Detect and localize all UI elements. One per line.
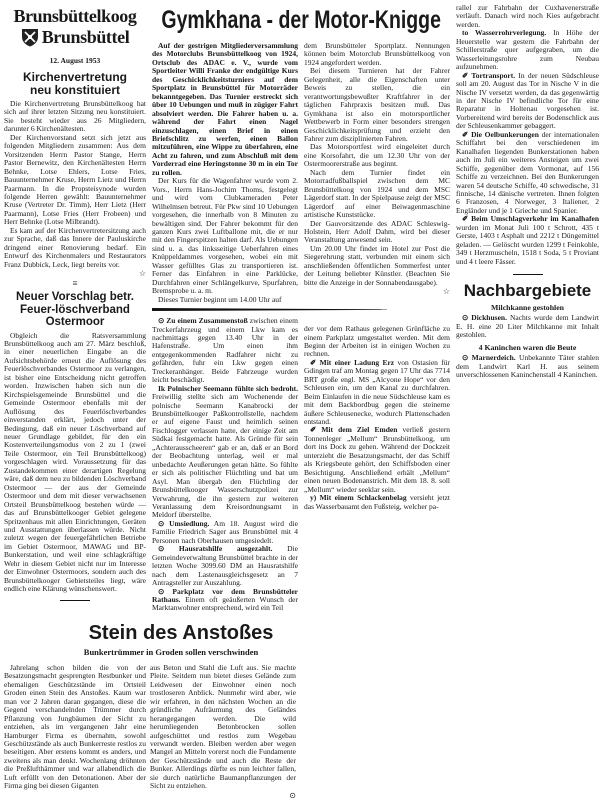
kirchen-article: [4, 100, 146, 278]
paragraph: Die Kirchenvertretung Brunsbüttelkoog hat sich auf ihrer letzten Sitzung neu konstituiert. Sie besteht wieder aus 26 Mitgliedern, darunter 6 Kirchenältesten.: [4, 99, 146, 134]
paragraph: Um 20.00 Uhr findet im Hotel zur Post die Siegerehrung statt, verbunden mit einem sich anschließenden öffentlichen Sommerfest unter der Leitung beliebter Künstler. (Beachten Sie bitte die Anzeige in der Sonnabendausgabe).: [304, 243, 450, 287]
stein-columns: [4, 664, 298, 800]
local-news-column-b: [304, 325, 450, 511]
article-divider-rule: [152, 308, 387, 311]
column-4: [456, 4, 599, 380]
news-item: ⊙ Zu einem Zusammenstoß zwischen einem Treckerfahrzeug und einem Lkw kam es nachmittags gegen 13.40 Uhr in der Hafenstraße. Um einen ihm entgegenkommenden Radfahrer nicht zu gefährden, fuhr ein Lkw gegen einen Treckeranhänger. Beide Fahrzeuge wurden leicht beschädigt.: [152, 316, 298, 385]
subheadline: Milchkanne gestohlen: [491, 303, 564, 313]
stein-headline: Stein des Anstoßes: [88, 621, 274, 644]
gymkhana-col-2: [304, 42, 450, 296]
paragraph: Obgleich die Ratsversammlung Brunsbüttelkoog auch am 27. März beschloß, in einer neuerlichen Eingabe an die Aufsichtsbehörde erneut die Auflösung des Feuerlöschverbandes Ostermoor zu verlangen, ist bisher eine Entscheidung nicht getroffen worden. Inzwischen haben sich nun die Kirchspielsgemeinde Brunsbüttel und die Gemeinde Ostermoor ebenfalls mit der Auflösung des Feuerlöschverbandes einverstanden erklärt, jedoch unter der Bedingung, daß ein neuer Löschverband auf neuer Grundlage gebildet, für den ein Kostenverteilungsmodus von 2 zu 1 (zwei Teile Ostermoor, ein Teil Brunsbüttelkoog) vorgeschlagen wird. Voraussetzung für das Zustandekommen einer derartigen Regelung wäre, daß dem neu zu bildenden Löschverband Ostermoor — der aus der Gemeinde Ostermoor und dem mit dieser verwachsenen Ortsteil Brunsbüttelkoog bestehen würde — das auf Brunsbüttelkooger Gebiet gelegene Spritzenhaus mit allen Einrichtungen, Geräten und Ausstattungen überlassen würde. Nicht zuletzt wegen der feuergefährlichen Betriebe im Gebiet Ostermoor, MAWAG und BP-Bunkerstation, und weil eine schlagkräftige Wehr in diesem Gebiet nicht nur im Interesse der Einwohner Ostermoors, sondern auch des Brunsbüttelkooger Gebietsteiles liegt, wäre endlich eine Klärung wünschenswert.: [4, 330, 146, 594]
feuer-article: [4, 332, 146, 594]
news-item: ✐ Mit dem Ziel Emden verließ gestern Tonnenleger „Mellum“ Brunsbüttelkoog, um dort ins Dock zu gehen. Während der Dockzeit unterzieht die Besatzungsmacht, der das Schiff als Kriegsbeute gehört, den Schiffsboden einer Besichtigung. Anschließend erhält „Mellum“ einen neuen Bodenanstrich. Mit dem 18. 8. soll „Mellum“ wieder seeklar sein.: [304, 425, 450, 494]
news-item: ⊙ Marnerdeich. Unbekannte Täter stahlen dem Landwirt Karl H. aus seinem unverschlossenen Kaninchenstall 4 Kaninchen.: [456, 353, 600, 380]
masthead: [4, 6, 146, 48]
stein-col-2: [150, 664, 296, 800]
paragraph: Das Motorsportfest wird eingeleitet durch eine Korsofahrt, die um 12.30 Uhr von der Ostermoorerstraße aus beginnt.: [304, 142, 450, 169]
news-item: ⊙ Hausratshilfe ausgezahlt. Die Gemeindeverwaltung Brunsbüttel brachte in der letzten Woche 3099.60 DM an Hausratshilfe nach dem Lastenausgleichsgesetz an 7 Antragsteller zur Auszahlung.: [152, 544, 298, 588]
section-separator: ≡: [72, 278, 78, 289]
news-item: ✐ Beim Umschlagverkehr im Kanalhafen wurden im Monat Juli 100 t Schrott, 435 t Gerste, 1403 t Asphalt und 2212 t Düngemittel geladen. — Gelöscht wurden 1299 t Feinkohle, 349 t Herzmuscheln, 1518 t Soda, 5 t Proviant und 4 t leere Fässer.: [456, 214, 599, 266]
news-item: der vor dem Rathaus gelegenen Grünfläche zu einem Parkplatz umgestaltet werden. Mit dem Beginn der Arbeiten ist in einigen Wochen zu rechnen.: [304, 324, 450, 359]
end-mark-icon: ☆: [442, 287, 450, 297]
paragraph: Bei diesem Turnieren hat der Fahrer Gelegenheit, alle die Eigenschaften unter Beweis zu stellen, die ein verantwortungsbewußter Kraftfahrer in der täglichen Fahrpraxis besitzen muß. Das Gymkhana ist also ein motorsportlicher Wettbewerb in Form einer besonders strengen Geschicklichkeitsprüfung und erzieht den Fahrer zum disziplinierten Fahren.: [304, 66, 450, 143]
stein-col-1: [4, 664, 146, 791]
gymkhana-headline: Gymkhana - der Motor-Knigge: [161, 6, 441, 34]
news-item: Ik Polnischer Seemann fühlte sich bedroht. Freiwillig stellte sich am Wochenende der polnische Seemann Kanabrocki der Brunsbüttelkooger Paßkontrollstelle, nachdem er auf eigene Faust und heimlich seinen Fischlogger verlassen hatte, der einige Zeit am Südkai festgemacht hatte. Als Gründe für sein „Achterausscheeren“ gab er an, daß er an Bord der Beobachtung unterlag, weil er mal unbedachte Aeußerungen getan hätte. So fühlte er sich als politischer Flüchtling und bat um Asyl. Man übergab den Flüchtling der Brunsbüttelkooger Wasserschutzpolizei zur Verwahrung, die ihn gestern zur weiteren Veranlassung dem Kreisordnungsamt in Meldorf überstellte.: [152, 383, 298, 520]
short-rule: [60, 600, 90, 601]
stein-subheadline: Bunkertrümmer in Groden sollen verschwinden: [83, 646, 259, 657]
end-mark-icon: ⊙: [289, 790, 296, 800]
news-item: ⊙ Dickhusen. Nachts wurde dem Landwirt E. H. eine 20 Liter Milchkanne mit Inhalt gestohlen.: [456, 313, 600, 339]
lead-paragraph: Auf der gestrigen Mitgliederversammlung des Motorclubs Brunsbüttelkoog von 1924, Ortsclub des ADAC e. V., wurde vom Sportleiter Willi Franke der endgültige Kurs des Geschicklichkeitsturniers auf dem Sportplatz in Brunsbüttel für Motorräder bekanntgegeben. Das Turnier erstreckt sich über 10 Uebungen und muß in zügiger Fahrt absolviert werden. Die Fahrer haben u. a. während der Fahrt einen Nagel einzuschlagen, einen Brief in einen Briefschlitz zu werfen, einen Ballon mitzuführen, eine Wippe zu überfahren, eine Acht zu fahren, und zum Abschluß mit dem Vorderrad eine Heringstonne 30 m in ein Tor zu rollen.: [152, 41, 298, 177]
paragraph: Dieses Turnier beginnt um 14.00 Uhr auf: [158, 294, 282, 304]
issue-date: 12. August 1953: [49, 56, 101, 65]
nachbar-section: [456, 303, 599, 380]
paragraph: Nach dem Turnier findet ein Motorradfußballspiel zwischen dem MC Brunsbüttelkoog von 1924 und dem MSC Lägerdorf statt. In der Spielpause zeigt der MSC Lägerdorf auf einer Beiwagenmaschine artistische Kunststücke.: [304, 167, 450, 220]
news-item: ⊙ Umsiedlung. Am 18. August wird die Familie Friedrich Sager aus Brunsbüttel mit 4 Personen nach Oberhausen umgesiedelt.: [152, 518, 298, 545]
column-1: [4, 4, 146, 601]
nachbar-headline: Nachbargebiete: [463, 281, 592, 301]
paragraph: Der Kurs für die Wagenfahrer wurde vom 2. Vors., Herrn Hans-Jochim Thoms, festgelegt und wird vom Clubkameraden Peter Wilhelmsen betreut. Für Pkw sind 10 Uebungen vorgesehen, die innerhalb von 8 Minuten zu bewältigen sind. Der Fahrer bekommt für den ganzen Kurs zwei Luftballone mit, die er nur mit den Fingerspitzen halten darf. Als Uebungen sind u. a. das linksseitige Ueberfahren eines Knüppeldammes vorgesehen, wobei ein mit Wasser gefülltes Glas zu transportieren ist. Ferner das Einfahren in eine Parklücke, Durchfahren einer Schlängelkurve, Spurfahren, Bremsprobe u. a. m.: [152, 176, 299, 296]
local-news-column-a: [152, 317, 298, 613]
paragraph: Es kam auf der Kirchenvertretersitzung auch zur Sprache, daß das Innere der Pauluskirche dringend einer Renovierung bedarf. Ein Entwurf des Kirchenmalers und Restaurators Franz Dubbick, Leck, liegt bereits vor.: [4, 225, 146, 269]
feuer-headline: Neuer Vorschlag betr. Feuer-löschverband Ostermoor: [15, 291, 135, 329]
paragraph: dem Brunsbütteler Sportplatz. Nennungen können beim Motorclub Brunsbüttelkoog von 1924 angefordert werden.: [304, 41, 450, 67]
news-item: ✐ Die Oelbunkerungen der internationalen Schiffahrt bei den verschiedenen im Kanalhafen liegenden Bunkerstationen haben auch im Juli ein weiteres Ansteigen um zwei Schiffe, gegenüber dem Vormonat, auf 156 Schiffe zu verzeichnen. Bei den Bunkerungen waren 54 deutsche Schiffe, 40 schwedische, 31 finnische, 14 dänische vertreten. Ihnen folgten 6 Franzosen, 4 Norweger, 3 Italiener, 2 Engländer und je 1 Grieche und Spanier.: [456, 129, 600, 215]
masthead-line-1: Brunsbüttelkoog: [13, 6, 137, 26]
end-mark-icon: ☆: [138, 269, 146, 279]
gymkhana-columns: [152, 42, 450, 304]
local-news-column-c: [456, 4, 599, 266]
gymkhana-headline-wrap: [152, 4, 450, 36]
news-item: rallel zur Fahrbahn der Cuxhavenerstraße verläuft. Danach wird noch Kies aufgebracht werden.: [456, 3, 599, 29]
news-item: y) Mit einem Schlackenbelag versieht jetzt das Wasserbauamt den Fußsteig, welcher pa-: [304, 493, 450, 511]
masthead-line-2: Brunsbüttel: [41, 27, 130, 47]
kirchen-headline: Kirchenvertretung neu konstituiert: [22, 70, 128, 97]
local-news-columns: [152, 317, 450, 613]
news-item: ✐ Mit einer Ladung Erz von Ostasien für Gdingen traf am Montag gegen 17 Uhr das 7714 BRT große engl. MS „Alcyone Hope“ vor den Schleusen ein, um den Kanal zu durchfahren. Beim Einlaufen in die neue Südschleuse kam es mit dem Backbordbug gegen die steinerne äußere Schleusenecke, wodurch Plattenschaden entstand.: [304, 357, 450, 427]
subheadline: 4 Kaninchen waren die Beute: [478, 343, 577, 353]
news-item: to Wasserrohrverlegung. In Höhe der Heuerstelle war gestern die Fahrbahn der Schillerstraße quer aufgegraben, um die Wasserleitungsrohre zum Neubau aufzunehmen.: [456, 28, 599, 72]
columns-2-3: [152, 4, 450, 613]
paragraph: Der Kirchenvorstand setzt sich jetzt aus folgenden Mitgliedern zusammen: Aus dem Vorsitzenden Herrn Pastor Stange, Herrn Pastor Bernewitz, den Kirchenältesten Herrn Behnke, Lotse Ehlers, Lotse Fries, Bauunternehmer Kruse, Herrn Lietz und Herrn Paarmann. In die Propsteisynode wurden folgende Herren gewählt: Bauunternehmer Kruse (Vertreter Dr. Timm), Herr Lietz (Herr Paarmann), Lotse Fries (Herr Frobeen) und Herr Behnke (Lotse Milbrandt).: [4, 132, 146, 227]
paragraph: Jahrelang schon bilden die von der Besatzungsmacht gesprengten Restbunker und ehemaligen Geschützstände im Ortsteil Groden einen Stein des Anstoßes. Kaum war man vor 2 Jahren daran gegangen, diese die Gegend verschandelnden Trümmer durch Pflanzung von Jungbäumen der Sicht zu entziehen, als im vergangenen Jahr eine Hamburger Firma es übernahm, sowohl Geschützstände als auch Bunkerreste restlos zu beseitigen. Aber erstens kommt es anders, und zweitens als man denkt. Wochenlang dröhnten die Preßlufthämmer und war allabendlich die Luft erfüllt von den Detonationen. Aber der Firma ging bei diesen Giganten: [4, 662, 146, 791]
news-item: ⊙ Parkplatz vor dem Brunsbütteler Rathaus. Einem oft geäußerten Wunsch der Marktanwohner entsprechend, wird ein Teil: [152, 586, 298, 613]
news-item: ✐ Tortransport. In der neuen Südschleuse soll am 20. August das Tor in Nische V in die Nische IV versetzt werden, da das gegenwärtig in der Nische IV befindliche Tor für eine Reparatur in Holtenau vorgesehen ist. Vorbereitend wird bereits der Bodenschlick aus der Schleusenkammer gebaggert.: [456, 70, 599, 131]
paragraph: aus Beton und Stahl die Luft aus. Sie machte Pleite. Seitdem nun bietet dieses Gelände zum Leidwesen der Einwohner einen noch trostloseren Anblick. Nunmehr wird aber, wie wir erfahren, in den nächsten Wochen an die gründliche Aufräumung des Geländes herangegangen werden. Die wild herumliegenden Betonbrocken sollen aufgeschüttet und restlos zum Wegebau verwandt werden. Bleiben werden aber wegen Mangel an Mitteln vorerst noch die Fundamente der Geschützstände und auch die Reste der Bunker. Allerdings dürfte es nun leichter fallen, sie durch natürliche Baumanpflanzungen der Sicht zu entziehen.: [150, 662, 296, 791]
gymkhana-col-1: [152, 42, 298, 304]
stein-article: [4, 621, 298, 800]
short-rule: [513, 274, 543, 275]
paragraph: Der Gauvorsitzende des ADAC Schleswig-Holstein, Herr Adolf Dahm, wird bei dieser Veranstaltung anwesend sein.: [304, 218, 450, 245]
town-crest-icon: [21, 28, 39, 47]
